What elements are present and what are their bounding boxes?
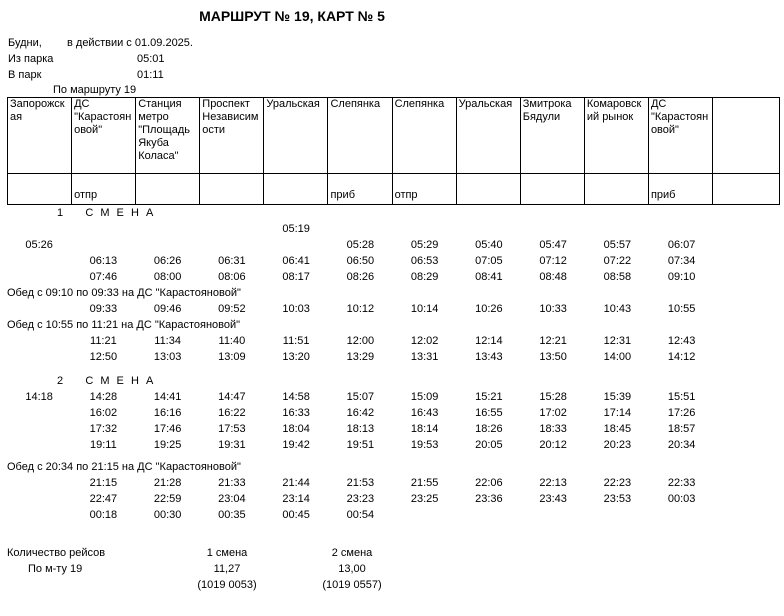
time-cell [136, 237, 200, 253]
time-cell: 12:14 [475, 335, 503, 347]
time-cell [71, 221, 135, 237]
time-cell: 16:42 [346, 407, 375, 419]
stop-column-header: Проспект Независимости [200, 98, 264, 174]
time-cell: 15:09 [410, 391, 439, 403]
stop-column-header: Слепянка [328, 98, 392, 174]
time-cell: 11:40 [218, 335, 246, 347]
timetable-row [7, 421, 778, 437]
time-cell: 08:17 [282, 271, 310, 283]
time-cell: 23:23 [346, 493, 375, 505]
validity-line [0, 35, 784, 51]
time-cell [7, 269, 71, 285]
time-cell: 13:50 [539, 351, 567, 363]
depart-arrive-cell [200, 174, 264, 204]
timetable-row [7, 405, 778, 421]
from-depot-label: Из парка [8, 53, 54, 65]
time-cell: 17:26 [667, 407, 696, 419]
footer-row-trips [0, 561, 784, 577]
time-cell: 14:12 [667, 351, 696, 363]
timetable-row [7, 437, 778, 453]
depart-arrive-cell: отпр [72, 174, 136, 204]
time-cell: 21:53 [346, 477, 375, 489]
time-cell [264, 237, 328, 253]
time-cell: 14:00 [603, 351, 632, 363]
stop-column-header: Запорожская [8, 98, 72, 174]
time-cell: 23:04 [218, 493, 246, 505]
time-cell: 17:32 [89, 423, 118, 435]
time-cell: 22:23 [603, 477, 632, 489]
shift-section-label: 1 С М Е Н А [57, 207, 156, 219]
time-cell [714, 221, 778, 237]
time-cell: 10:43 [603, 303, 632, 315]
time-cell: 05:26 [25, 239, 53, 251]
time-cell [585, 221, 649, 237]
time-cell [714, 437, 778, 453]
timetable-row [7, 301, 778, 317]
time-cell: 05:29 [410, 239, 439, 251]
time-cell [136, 221, 200, 237]
route-line: По маршруту 19 [53, 84, 137, 96]
to-depot-label: В парк [8, 69, 42, 81]
time-cell: 21:15 [89, 477, 118, 489]
time-cell: 17:14 [603, 407, 632, 419]
time-cell: 10:55 [667, 303, 696, 315]
schedule-body [0, 205, 784, 523]
stop-column-header: Уральская [457, 98, 521, 174]
time-cell: 14:28 [89, 391, 118, 403]
time-cell: 08:06 [218, 271, 246, 283]
time-cell [200, 237, 264, 253]
time-cell [7, 475, 71, 491]
time-cell [650, 507, 714, 523]
time-cell: 19:11 [90, 439, 117, 451]
time-cell: 21:55 [410, 477, 439, 489]
time-cell: 13:29 [346, 351, 375, 363]
time-cell: 00:30 [153, 509, 182, 521]
timetable-row [7, 389, 778, 405]
time-cell: 16:43 [410, 407, 439, 419]
time-cell: 06:07 [667, 239, 696, 251]
time-cell [714, 269, 778, 285]
route-short-label: По м-ту 19 [28, 563, 83, 575]
timetable-row [7, 269, 778, 285]
time-cell [7, 421, 71, 437]
time-cell: 23:53 [603, 493, 632, 505]
time-cell: 09:33 [89, 303, 118, 315]
time-cell [7, 405, 71, 421]
time-cell: 18:26 [475, 423, 503, 435]
time-cell: 15:39 [603, 391, 632, 403]
depart-arrive-row [8, 174, 779, 204]
time-cell: 17:53 [218, 423, 246, 435]
time-cell: 06:31 [218, 255, 246, 267]
depart-arrive-cell: приб [328, 174, 392, 204]
time-cell: 10:03 [282, 303, 310, 315]
time-cell [714, 301, 778, 317]
time-cell: 14:18 [25, 391, 53, 403]
time-cell: 09:52 [218, 303, 246, 315]
depart-arrive-cell [136, 174, 200, 204]
time-cell: 00:03 [667, 493, 696, 505]
footer-row-codes [0, 577, 784, 593]
time-cell [7, 437, 71, 453]
time-cell: 19:53 [410, 439, 439, 451]
shift1-trips-value: 11,27 [213, 563, 241, 575]
time-cell: 08:41 [475, 271, 503, 283]
time-cell: 10:12 [346, 303, 375, 315]
time-cell: 08:58 [603, 271, 632, 283]
time-cell [200, 221, 264, 237]
validity-text: в действии с 01.09.2025. [67, 37, 193, 49]
time-cell: 09:10 [667, 271, 696, 283]
time-cell [7, 301, 71, 317]
time-cell [714, 421, 778, 437]
time-cell: 08:48 [539, 271, 567, 283]
time-cell: 10:14 [410, 303, 439, 315]
time-cell: 15:21 [475, 391, 503, 403]
time-cell: 07:12 [539, 255, 567, 267]
time-cell: 14:47 [218, 391, 246, 403]
stops-table [7, 97, 780, 205]
depart-arrive-cell [713, 174, 779, 204]
depart-arrive-cell [8, 174, 72, 204]
footer-row-labels [0, 545, 784, 561]
depart-arrive-cell [264, 174, 328, 204]
stop-column-header: ДС "Карастояновой" [649, 98, 713, 174]
time-cell: 06:41 [282, 255, 310, 267]
lunch-break-note: Обед с 20:34 по 21:15 на ДС "Карастояновой" [7, 461, 241, 473]
stop-column-header: ДС "Карастояновой" [72, 98, 136, 174]
time-cell: 06:26 [153, 255, 182, 267]
time-cell [521, 507, 585, 523]
time-cell: 15:51 [667, 391, 696, 403]
timetable-row [7, 221, 778, 237]
stop-column-header: Слепянка [393, 98, 457, 174]
timetable-row [7, 333, 778, 349]
time-cell: 12:02 [410, 335, 439, 347]
time-cell: 23:14 [282, 493, 310, 505]
trip-count-footer [0, 545, 784, 593]
from-depot-time: 05:01 [137, 53, 165, 65]
time-cell [650, 221, 714, 237]
time-cell: 08:29 [410, 271, 439, 283]
time-cell: 05:40 [475, 239, 503, 251]
time-cell: 16:22 [218, 407, 246, 419]
to-depot-line [0, 67, 784, 83]
shift1-code: (1019 0053) [197, 579, 257, 591]
time-cell: 21:28 [153, 477, 182, 489]
time-cell: 12:43 [667, 335, 696, 347]
time-cell [714, 333, 778, 349]
time-cell: 00:18 [89, 509, 118, 521]
time-cell: 12:21 [539, 335, 567, 347]
time-cell: 19:31 [218, 439, 246, 451]
timetable-row [7, 475, 778, 491]
time-cell: 12:00 [346, 335, 375, 347]
time-cell: 05:19 [282, 223, 310, 235]
stop-column-header: Станция метро "Площадь Якуба Коласа" [136, 98, 200, 174]
time-cell: 05:47 [539, 239, 567, 251]
stop-column-header: Комаровский рынок [585, 98, 649, 174]
time-cell: 12:31 [603, 335, 632, 347]
page-title: МАРШРУТ № 19, КАРТ № 5 [199, 8, 385, 24]
time-cell [7, 349, 71, 365]
time-cell [714, 237, 778, 253]
time-cell: 11:51 [282, 335, 310, 347]
time-cell: 19:42 [282, 439, 310, 451]
time-cell: 06:53 [410, 255, 439, 267]
time-cell: 00:54 [346, 509, 375, 521]
stop-column-header [713, 98, 779, 174]
time-cell: 10:33 [539, 303, 567, 315]
lunch-break-note: Обед с 10:55 по 11:21 на ДС "Карастояновой" [7, 319, 241, 331]
time-cell [7, 221, 71, 237]
days-label: Будни, [8, 37, 42, 49]
time-cell [7, 253, 71, 269]
time-cell: 11:34 [154, 335, 181, 347]
time-cell [71, 237, 135, 253]
shift2-trips-value: 13,00 [338, 563, 366, 575]
time-cell [7, 507, 71, 523]
time-cell [714, 349, 778, 365]
time-cell: 09:46 [153, 303, 182, 315]
time-cell: 19:51 [346, 439, 375, 451]
to-depot-time: 01:11 [137, 69, 164, 81]
time-cell: 18:45 [603, 423, 632, 435]
stops-header-row [8, 98, 779, 174]
time-cell: 10:26 [475, 303, 503, 315]
time-cell: 17:02 [539, 407, 567, 419]
time-cell: 07:05 [475, 255, 503, 267]
time-cell: 20:12 [539, 439, 567, 451]
timetable-page [0, 8, 784, 593]
time-cell [457, 221, 521, 237]
time-cell: 21:33 [218, 477, 246, 489]
time-cell: 13:31 [410, 351, 439, 363]
time-cell [714, 253, 778, 269]
shift2-label: 2 смена [331, 547, 373, 559]
shift2-code: (1019 0557) [322, 579, 382, 591]
time-cell [714, 475, 778, 491]
time-cell: 17:46 [153, 423, 182, 435]
time-cell: 16:02 [89, 407, 118, 419]
time-cell: 18:57 [667, 423, 696, 435]
time-cell [585, 507, 649, 523]
time-cell [714, 491, 778, 507]
depart-arrive-cell: приб [649, 174, 713, 204]
time-cell: 13:09 [218, 351, 246, 363]
stop-column-header: Змитрока Бядули [521, 98, 585, 174]
time-cell: 13:03 [153, 351, 182, 363]
time-cell: 07:34 [667, 255, 696, 267]
time-cell [714, 507, 778, 523]
from-depot-line [0, 51, 784, 67]
time-cell: 05:57 [603, 239, 632, 251]
time-cell: 14:58 [282, 391, 310, 403]
stop-column-header: Уральская [264, 98, 328, 174]
time-cell [393, 221, 457, 237]
trips-count-label: Количество рейсов [7, 547, 106, 559]
time-cell [328, 221, 392, 237]
time-cell: 13:20 [282, 351, 310, 363]
time-cell [714, 405, 778, 421]
time-cell: 22:06 [475, 477, 503, 489]
timetable-row [7, 349, 778, 365]
time-cell: 07:22 [603, 255, 632, 267]
time-cell: 06:50 [346, 255, 375, 267]
time-cell [714, 389, 778, 405]
time-cell: 23:43 [539, 493, 567, 505]
depart-arrive-cell [521, 174, 585, 204]
shift-section-label: 2 С М Е Н А [57, 375, 156, 387]
lunch-break-note: Обед с 09:10 по 09:33 на ДС "Карастояновой" [7, 287, 241, 299]
time-cell: 20:34 [667, 439, 696, 451]
depart-arrive-cell: отпр [393, 174, 457, 204]
time-cell: 19:25 [153, 439, 182, 451]
time-cell: 20:05 [475, 439, 503, 451]
time-cell: 14:41 [153, 391, 182, 403]
time-cell: 12:50 [89, 351, 118, 363]
time-cell: 18:13 [346, 423, 375, 435]
time-cell: 22:33 [667, 477, 696, 489]
time-cell: 00:45 [282, 509, 310, 521]
time-cell: 11:21 [90, 335, 117, 347]
time-cell: 22:59 [153, 493, 182, 505]
time-cell [7, 491, 71, 507]
timetable-row [7, 491, 778, 507]
time-cell: 22:13 [539, 477, 567, 489]
time-cell: 00:35 [218, 509, 246, 521]
time-cell: 05:28 [346, 239, 375, 251]
time-cell: 16:55 [475, 407, 503, 419]
depart-arrive-cell [457, 174, 521, 204]
time-cell: 16:33 [282, 407, 310, 419]
time-cell [393, 507, 457, 523]
time-cell: 18:33 [539, 423, 567, 435]
time-cell: 06:13 [89, 255, 118, 267]
time-cell: 18:04 [282, 423, 310, 435]
timetable-row [7, 507, 778, 523]
time-cell: 20:23 [603, 439, 632, 451]
depart-arrive-cell [585, 174, 649, 204]
timetable-row [7, 253, 778, 269]
time-cell: 08:26 [346, 271, 375, 283]
time-cell: 15:28 [539, 391, 567, 403]
time-cell: 22:47 [89, 493, 118, 505]
time-cell [521, 221, 585, 237]
shift1-label: 1 смена [206, 547, 248, 559]
time-cell: 21:44 [282, 477, 310, 489]
time-cell: 23:36 [475, 493, 503, 505]
time-cell: 13:43 [475, 351, 503, 363]
time-cell [457, 507, 521, 523]
time-cell [7, 333, 71, 349]
time-cell: 18:14 [410, 423, 439, 435]
time-cell: 15:07 [346, 391, 375, 403]
time-cell: 16:16 [153, 407, 182, 419]
time-cell: 07:46 [89, 271, 118, 283]
timetable-row [7, 237, 778, 253]
time-cell: 08:00 [153, 271, 182, 283]
time-cell: 23:25 [410, 493, 439, 505]
